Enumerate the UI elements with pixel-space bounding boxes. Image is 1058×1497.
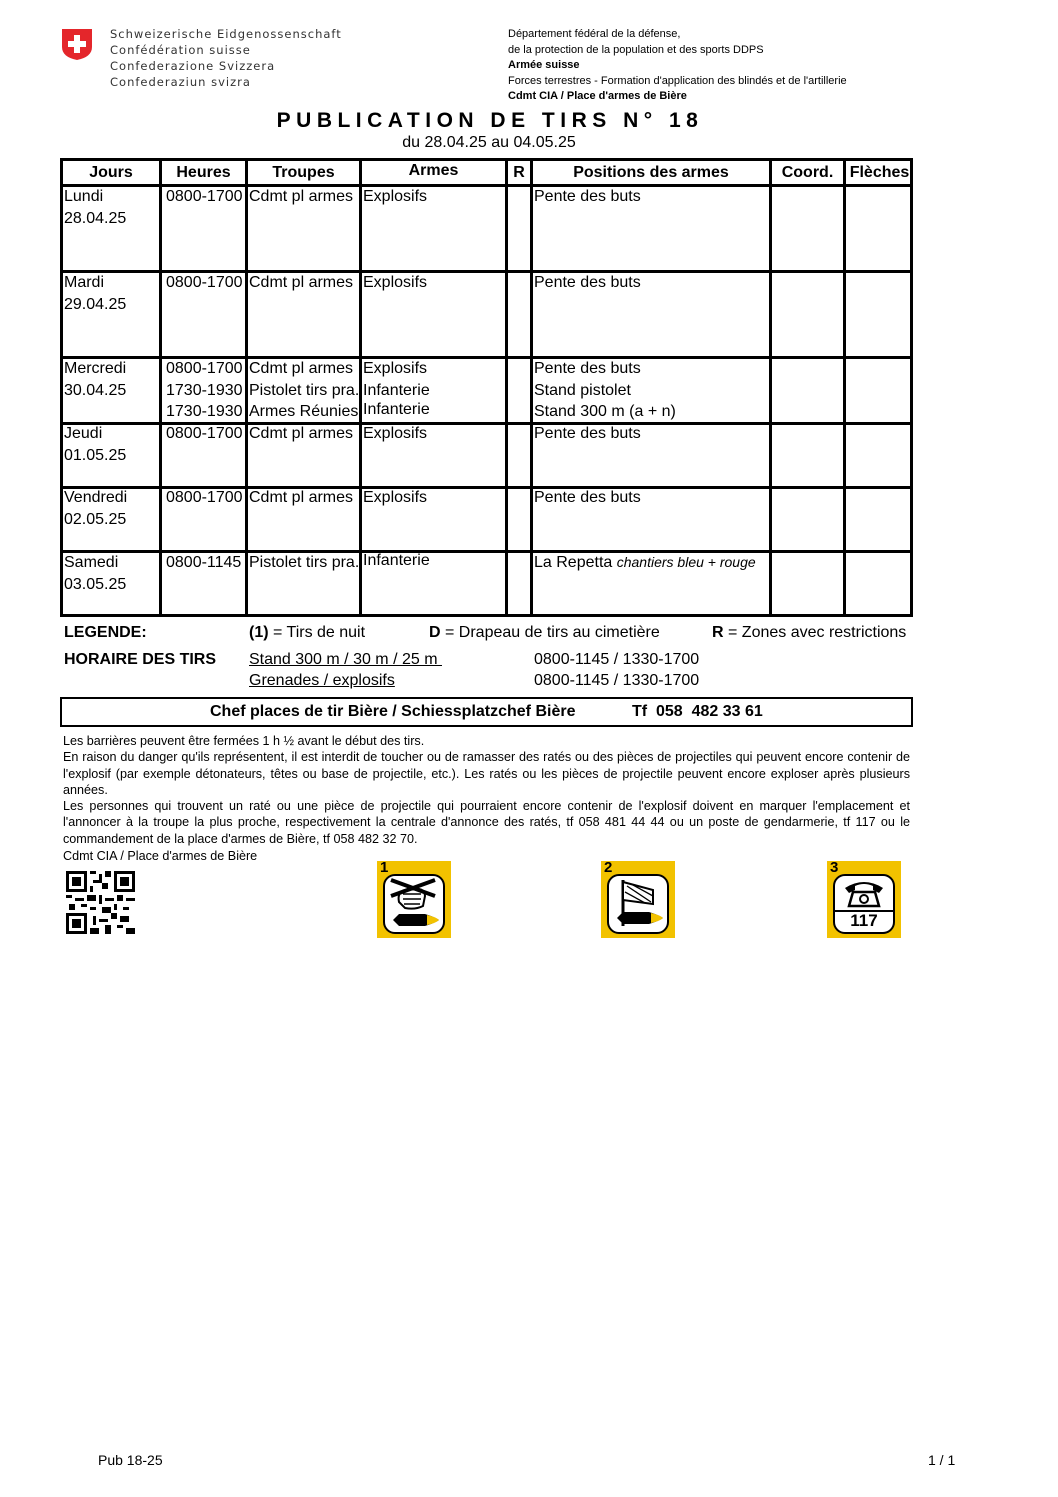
col-divider: [505, 158, 508, 617]
cell-position: Pente des buts: [534, 188, 641, 205]
sign-mark-location: [601, 861, 675, 938]
cell-troupes: Cdmt pl armes: [249, 274, 354, 291]
sign-no-touch: [377, 861, 451, 938]
horaire-what: Stand 300 m / 30 m / 25 m: [249, 651, 442, 668]
header-heures: Heures: [176, 164, 231, 181]
cell-armes: Explosifs: [363, 489, 428, 506]
dept-line: Armée suisse: [508, 59, 580, 71]
note-paragraph: Les personnes qui trouvent un raté ou une pièce de projectile qui pourraient encore contenir de l'explosif doivent en marquer l'emplacement et l'annoncer à la troupe la plus proche, respectivement la centrale d'annonce des ratés, tf 058 481 44 44 ou un poste de gendarmerie, tf 117 ou le commandement de la place d'armes de Bière, tf 058 482 32 70.: [63, 799, 910, 846]
day-name: Mardi: [64, 274, 105, 291]
horaire-what: Grenades / explosifs: [249, 672, 395, 689]
table-row-day: [64, 358, 126, 401]
legend-item: [429, 624, 660, 642]
dept-line: Département fédéral de la défense,: [508, 28, 681, 40]
cell-troupes: Pistolet tirs pra.: [249, 554, 359, 571]
horaire-time: 0800-1145 / 1330-1700: [534, 672, 700, 689]
legend-key: R: [712, 624, 724, 641]
legend-key: D: [429, 624, 441, 641]
page-reference: Pub 18-25: [98, 1452, 163, 1468]
cell-heures: 0800-1145: [166, 554, 242, 571]
cell-troupes: Cdmt pl armes: [249, 188, 354, 205]
cell-heures: 0800-1700: [166, 274, 243, 291]
note-paragraph: Les barrières peuvent être fermées 1 h ½ avant le début des tirs.: [63, 734, 425, 748]
confederation-names: [110, 26, 342, 90]
legend-text: = Zones avec restrictions: [723, 624, 907, 641]
phone-117-icon: [835, 876, 893, 912]
day-name: Samedi: [64, 554, 119, 571]
day-name: Vendredi: [64, 489, 128, 506]
col-divider: [245, 158, 248, 617]
cell-position: Pente des buts: [534, 489, 641, 506]
position-line: Pente des buts: [534, 360, 641, 377]
legend-text: = Tirs de nuit: [268, 624, 366, 641]
header-troupes: Troupes: [272, 164, 335, 181]
legend-text: = Drapeau de tirs au cimetière: [440, 624, 660, 641]
table-row-day: [64, 423, 126, 466]
swiss-flag-icon: [60, 27, 94, 61]
cell-armes: Infanterie: [363, 552, 430, 569]
heures-line: 1730-1930: [166, 381, 243, 399]
legend-item: [712, 624, 906, 642]
cell-position: Pente des buts: [534, 274, 641, 291]
armes-line: Explosifs: [363, 360, 428, 377]
col-divider: [769, 158, 772, 617]
header-coord: Coord.: [781, 164, 834, 181]
dept-line: de la protection de la population et des sports DDPS: [508, 43, 764, 56]
mark-location-icon: [609, 876, 667, 932]
cell-troupes: Cdmt pl armes: [249, 489, 354, 506]
table-row-day: [64, 552, 126, 595]
troupes-line: Armes Réunies: [249, 403, 359, 420]
conf-line: Schweizerische Eidgenossenschaft: [110, 27, 342, 41]
sign-panel: [383, 874, 445, 934]
day-name: Mercredi: [64, 360, 127, 377]
troupes-line: Pistolet tirs pra.: [249, 381, 359, 399]
firing-schedule-table: [60, 158, 913, 617]
cell-troupes: [249, 358, 359, 423]
position-line: Stand 300 m (a + n): [534, 403, 676, 420]
armes-line: Infanterie: [363, 401, 430, 418]
day-date: 29.04.25: [64, 295, 127, 313]
cell-heures: 0800-1700: [166, 425, 243, 442]
cell-heures: 0800-1700: [166, 188, 243, 205]
day-date: 02.05.25: [64, 510, 127, 528]
sign-panel: [607, 874, 669, 934]
col-divider: [843, 158, 846, 617]
col-divider: [359, 158, 362, 617]
header-armes: Armes: [408, 162, 459, 179]
sign-number: 3: [830, 859, 839, 876]
armes-line: Infanterie: [363, 381, 430, 399]
phone-number-label: 117: [835, 910, 893, 930]
page-number: 1 / 1: [928, 1452, 956, 1468]
safety-notes: [63, 733, 910, 864]
table-row-day: [64, 272, 126, 315]
sign-number: 2: [604, 859, 613, 876]
department-block: [508, 27, 847, 105]
conf-line: Confederaziun svizra: [110, 75, 251, 89]
day-date: 28.04.25: [64, 209, 127, 227]
cell-heures: 0800-1700: [166, 489, 243, 506]
position-text: La Repetta: [534, 554, 613, 571]
table-row-day: [64, 186, 126, 229]
day-name: Lundi: [64, 188, 104, 205]
sign-number: 1: [380, 859, 389, 876]
cell-armes: Explosifs: [363, 188, 428, 205]
position-line: Stand pistolet: [534, 381, 631, 399]
chef-label: Chef places de tir Bière / Schiessplatzchef Bière: [210, 703, 576, 720]
header-fleches: Flèches: [849, 164, 910, 181]
no-touch-icon: [385, 876, 443, 932]
note-paragraph: Cdmt CIA / Place d'armes de Bière: [63, 849, 258, 864]
legend-key: (1): [249, 624, 269, 641]
cell-position: [534, 358, 676, 423]
day-name: Jeudi: [64, 425, 103, 442]
horaire-label: HORAIRE DES TIRS: [64, 651, 217, 668]
conf-line: Confédération suisse: [110, 43, 251, 57]
heures-line: 0800-1700: [166, 360, 243, 377]
dept-line: Forces terrestres - Formation d'application des blindés et de l'artillerie: [508, 74, 847, 87]
header-r: R: [513, 164, 525, 181]
cell-armes: Explosifs: [363, 425, 428, 442]
cell-armes: Explosifs: [363, 274, 428, 291]
header-jours: Jours: [89, 164, 133, 181]
col-divider: [530, 158, 533, 617]
day-date: 03.05.25: [64, 575, 127, 593]
cell-position: Pente des buts: [534, 425, 641, 442]
position-note: chantiers bleu + rouge: [616, 554, 756, 570]
day-date: 01.05.25: [64, 446, 127, 464]
sign-panel: [833, 874, 895, 934]
legend-item: [249, 624, 365, 642]
sign-phone-117: [827, 861, 901, 938]
chef-contact-box: [60, 697, 913, 727]
publication-dates: du 28.04.25 au 04.05.25: [402, 134, 576, 151]
qr-code-icon: [66, 871, 135, 934]
cell-armes: [363, 358, 430, 421]
cell-troupes: Cdmt pl armes: [249, 425, 354, 442]
note-paragraph: En raison du danger qu'ils représentent, il est interdit de toucher ou de ramasser des ratés ou des pièces de projectiles qui peuvent encore contenir de l'explosif (par exemple détonateurs, têtes ou base de projectile, etc.). Les ratés ou les pièces de projectile peuvent encore exploser après plusieurs années.: [63, 750, 910, 797]
header-positions: Positions des armes: [573, 164, 729, 181]
cell-heures: [166, 358, 243, 423]
publication-title: PUBLICATION DE TIRS N° 18: [276, 109, 704, 132]
heures-line: 1730-1930: [166, 403, 243, 420]
col-divider: [159, 158, 162, 617]
troupes-line: Cdmt pl armes: [249, 360, 354, 377]
conf-line: Confederazione Svizzera: [110, 59, 276, 73]
horaire-time: 0800-1145 / 1330-1700: [534, 651, 700, 668]
day-date: 30.04.25: [64, 381, 127, 399]
dept-line: Cdmt CIA / Place d'armes de Bière: [508, 90, 687, 102]
legend-label: LEGENDE:: [64, 624, 147, 641]
table-row-day: [64, 487, 127, 530]
chef-phone: Tf 058 482 33 61: [632, 703, 763, 720]
cell-position: [534, 552, 756, 574]
